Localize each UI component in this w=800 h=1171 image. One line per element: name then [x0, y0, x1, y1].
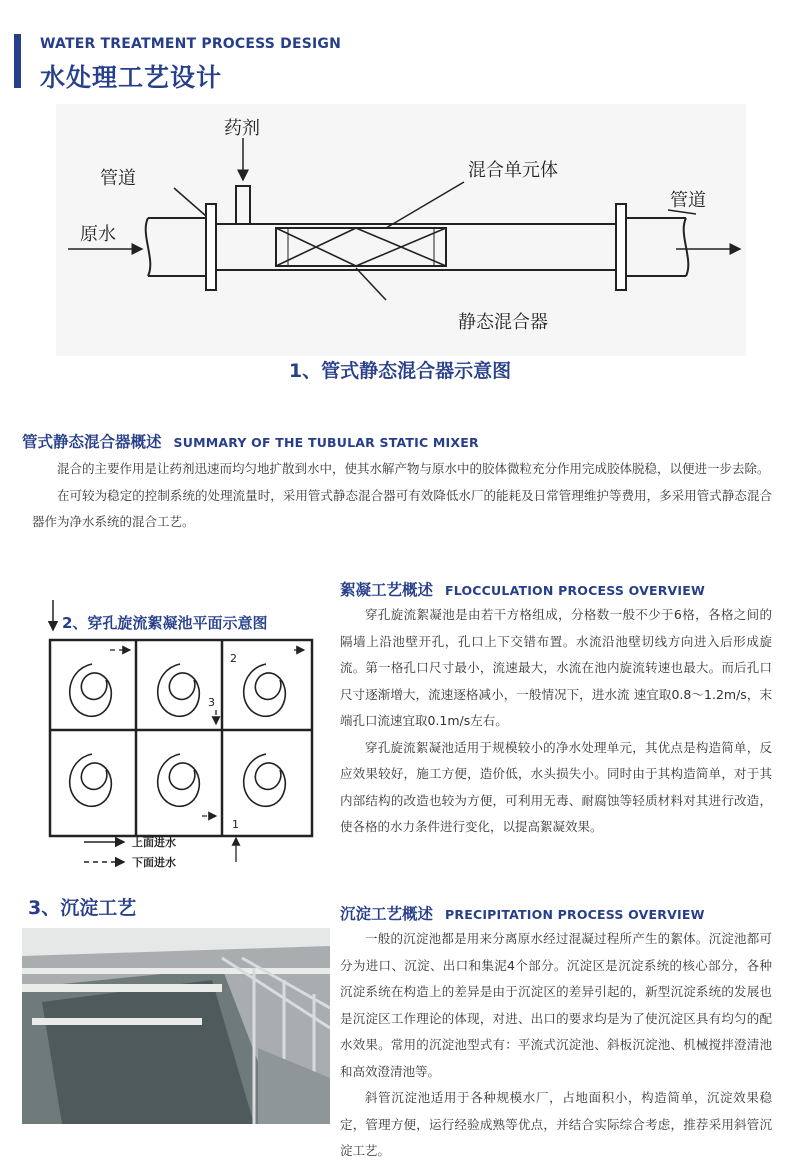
paragraph: 穿孔旋流絮凝池是由若干方格组成，分格数一般不少于6格，各格之间的隔墙上沿池壁开孔，孔口上下交错布置。水流沿池壁切线方向进入后形成旋流。第一格孔口尺寸最小，流速最大，水流在池内旋流转速也最大。而后孔口尺寸逐渐增大，流速逐格减小，一般情况下，进水流 速宜取0.8～1.2m/s，末端孔口流速宜取0.1m/s左右。 — [340, 607, 772, 728]
sedimentation-tank-photo — [22, 928, 330, 1124]
section2-heading-cn: 絮凝工艺概述 — [340, 581, 434, 599]
section3-title: 3、沉淀工艺 — [28, 897, 137, 919]
legend-bottom-inlet: 下面进水 — [132, 856, 176, 869]
paragraph: 斜管沉淀池适用于各种规模水厂，占地面积小，构造简单，沉淀效果稳定，管理方便，运行经验成熟等优点，并结合实际综合考虑，推荐采用斜管沉淀工艺。 — [340, 1090, 772, 1158]
section3-heading-en: PRECIPITATION PROCESS OVERVIEW — [445, 907, 705, 922]
mark-2: 2 — [230, 652, 237, 665]
section3-heading — [340, 902, 705, 924]
flocculation-tank-diagram — [40, 594, 325, 878]
section1-heading-cn: 管式静态混合器概述 — [22, 433, 162, 451]
section1-heading-en: SUMMARY OF THE TUBULAR STATIC MIXER — [173, 435, 479, 450]
paragraph: 混合的主要作用是让药剂迅速而均匀地扩散到水中，使其水解产物与原水中的胶体微粒充分作用完成胶体脱稳，以便进一步去除。 — [57, 461, 770, 476]
legend-top-inlet: 上面进水 — [132, 836, 176, 849]
header-title-en: WATER TREATMENT PROCESS DESIGN — [40, 36, 342, 52]
paragraph: 穿孔旋流絮凝池适用于规模较小的净水处理单元，其优点是构造简单，反应效果较好，施工方便，造价低，水头损失小。同时由于其构造简单，对于其内部结构的改造也较为方便，可利用无毒、耐腐蚀等轻质材料对其进行改造，使各格的水力条件进行变化，以提高絮凝效果。 — [340, 739, 772, 834]
header-accent-bar — [14, 34, 21, 88]
section3-text — [340, 926, 772, 1165]
label-static-mixer: 静态混合器 — [458, 312, 548, 333]
static-mixer-diagram — [56, 104, 746, 356]
paragraph: 在可较为稳定的控制系统的处理流量时，采用管式静态混合器可有效降低水厂的能耗及日常管理维护等费用，多采用管式静态混合器作为净水系统的混合工艺。 — [32, 487, 772, 529]
section1-text — [32, 456, 772, 536]
paragraph: 一般的沉淀池都是用来分离原水经过混凝过程所产生的絮体。沉淀池都可分为进口、沉淀、出口和集泥4个部分。沉淀区是沉淀系统的核心部分，各种沉淀系统在构造上的差异是由于沉淀区的差异引起的，新型沉淀系统的发展也是沉淀区工作理论的体现，对进、出口的要求均是为了使沉淀区具有均匀的配水效果。常用的沉淀池型式有：平流式沉淀池、斜板沉淀池、机械搅拌澄清池和高效澄清池等。 — [340, 931, 772, 1079]
figure1-caption: 1、管式静态混合器示意图 — [288, 360, 512, 382]
label-raw-water: 原水 — [80, 224, 116, 245]
header-title-cn: 水处理工艺设计 — [40, 63, 223, 92]
section1-heading — [22, 430, 479, 452]
section2-text — [340, 602, 772, 841]
section2-heading — [340, 578, 705, 600]
section3-heading-cn: 沉淀工艺概述 — [340, 905, 434, 923]
figure2-title: 2、穿孔旋流絮凝池平面示意图 — [58, 612, 271, 633]
mark-1: 1 — [232, 818, 239, 831]
label-chemical: 药剂 — [224, 118, 260, 139]
mark-3: 3 — [208, 696, 215, 709]
label-mixing-unit: 混合单元体 — [468, 160, 558, 181]
label-pipe-right: 管道 — [670, 190, 706, 211]
section2-heading-en: FLOCCULATION PROCESS OVERVIEW — [445, 583, 705, 598]
label-pipe-left: 管道 — [100, 168, 136, 189]
